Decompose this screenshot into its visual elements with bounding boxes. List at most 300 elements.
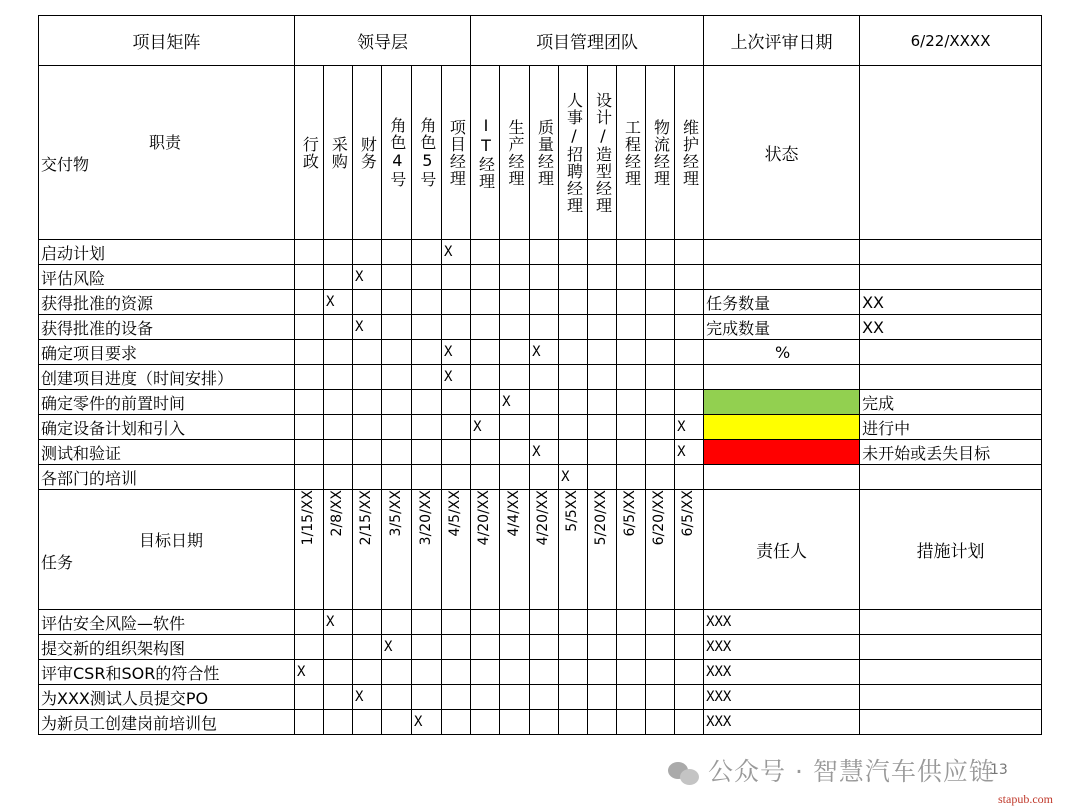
task-owner: XXX xyxy=(704,710,860,735)
matrix-cell xyxy=(559,315,588,340)
role-header-label: 生产经理 xyxy=(505,118,525,187)
matrix-cell xyxy=(442,660,471,685)
target-date-header xyxy=(617,490,646,610)
status-note-header xyxy=(860,66,1042,240)
matrix-cell xyxy=(295,610,324,635)
status-color-swatch xyxy=(704,440,860,465)
deliverable-label: 评估风险 xyxy=(39,265,295,290)
matrix-cell xyxy=(559,265,588,290)
matrix-cell xyxy=(588,685,617,710)
matrix-cell: X xyxy=(442,340,471,365)
target-date-header xyxy=(471,490,500,610)
matrix-cell xyxy=(412,315,442,340)
matrix-cell xyxy=(471,685,500,710)
matrix-cell xyxy=(588,390,617,415)
matrix-cell xyxy=(588,610,617,635)
task-action-plan xyxy=(860,710,1042,735)
matrix-cell xyxy=(412,465,442,490)
target-date-label: 4/20/XX xyxy=(476,490,493,546)
role-header xyxy=(500,66,530,240)
matrix-cell xyxy=(675,365,704,390)
matrix-cell xyxy=(500,415,530,440)
matrix-cell xyxy=(617,465,646,490)
matrix-cell xyxy=(646,465,675,490)
matrix-cell xyxy=(500,290,530,315)
matrix-cell xyxy=(353,635,382,660)
target-date-header xyxy=(412,490,442,610)
target-date-label: 6/5/XX xyxy=(622,490,639,537)
matrix-title: 项目矩阵 xyxy=(39,16,295,66)
deliverable-row xyxy=(39,265,1042,290)
matrix-cell xyxy=(500,440,530,465)
matrix-cell xyxy=(324,390,353,415)
matrix-cell xyxy=(646,365,675,390)
target-date-label: 6/20/XX xyxy=(651,490,668,546)
matrix-cell xyxy=(559,685,588,710)
matrix-cell xyxy=(559,610,588,635)
status-cell: 完成数量 xyxy=(704,315,860,340)
matrix-cell xyxy=(588,710,617,735)
matrix-cell xyxy=(295,415,324,440)
role-header-label: 质量经理 xyxy=(535,118,555,187)
matrix-cell xyxy=(324,265,353,290)
matrix-cell xyxy=(353,610,382,635)
matrix-cell xyxy=(353,240,382,265)
matrix-cell xyxy=(324,440,353,465)
matrix-cell xyxy=(295,290,324,315)
role-header-label: IT经理 xyxy=(476,115,496,190)
matrix-cell: X xyxy=(530,340,559,365)
task-owner: XXX xyxy=(704,610,860,635)
matrix-cell xyxy=(382,365,412,390)
task-owner: XXX xyxy=(704,685,860,710)
task-label: 提交新的组织架构图 xyxy=(39,635,295,660)
matrix-cell xyxy=(588,290,617,315)
matrix-cell xyxy=(617,710,646,735)
deliverable-row xyxy=(39,390,1042,415)
matrix-cell xyxy=(500,465,530,490)
matrix-cell xyxy=(530,415,559,440)
status-cell xyxy=(704,365,860,390)
status-cell xyxy=(704,240,860,265)
role-header xyxy=(471,66,500,240)
matrix-cell xyxy=(353,710,382,735)
matrix-cell xyxy=(588,465,617,490)
matrix-cell xyxy=(324,315,353,340)
matrix-cell xyxy=(471,610,500,635)
status-note xyxy=(860,265,1042,290)
matrix-cell xyxy=(412,440,442,465)
matrix-cell xyxy=(500,710,530,735)
task-row xyxy=(39,635,1042,660)
matrix-cell xyxy=(324,710,353,735)
matrix-cell xyxy=(412,365,442,390)
matrix-cell xyxy=(675,290,704,315)
status-note: XX xyxy=(860,290,1042,315)
task-action-plan xyxy=(860,610,1042,635)
matrix-cell xyxy=(646,390,675,415)
role-header-label: 角色4号 xyxy=(387,117,407,188)
matrix-cell xyxy=(675,240,704,265)
matrix-cell xyxy=(382,240,412,265)
matrix-cell xyxy=(559,415,588,440)
matrix-cell xyxy=(559,635,588,660)
matrix-cell: X xyxy=(442,240,471,265)
matrix-cell xyxy=(412,290,442,315)
matrix-cell xyxy=(324,415,353,440)
responsibility-deliverable-cell xyxy=(39,66,295,240)
matrix-cell xyxy=(588,415,617,440)
task-label: 评估安全风险—软件 xyxy=(39,610,295,635)
matrix-cell xyxy=(382,685,412,710)
target-date-header xyxy=(588,490,617,610)
matrix-cell xyxy=(295,685,324,710)
status-note: 未开始或丢失目标 xyxy=(860,440,1042,465)
matrix-cell xyxy=(471,240,500,265)
status-note: 完成 xyxy=(860,390,1042,415)
role-header xyxy=(412,66,442,240)
status-cell: % xyxy=(704,340,860,365)
matrix-cell xyxy=(530,390,559,415)
matrix-cell xyxy=(324,365,353,390)
watermark xyxy=(668,752,995,788)
role-header-label: 工程经理 xyxy=(622,118,642,187)
status-color-swatch xyxy=(704,390,860,415)
matrix-cell xyxy=(295,240,324,265)
matrix-cell xyxy=(559,290,588,315)
matrix-cell xyxy=(530,610,559,635)
task-row xyxy=(39,710,1042,735)
target-date-header xyxy=(382,490,412,610)
matrix-cell xyxy=(530,660,559,685)
wechat-icon xyxy=(668,760,700,786)
matrix-cell xyxy=(382,265,412,290)
matrix-cell: X xyxy=(471,415,500,440)
matrix-cell xyxy=(617,610,646,635)
site-watermark: stapub.com xyxy=(998,792,1053,806)
watermark-text: 公众号 · 智慧汽车供应链 xyxy=(708,757,995,786)
matrix-cell xyxy=(471,365,500,390)
matrix-cell: X xyxy=(353,265,382,290)
matrix-cell xyxy=(646,660,675,685)
matrix-cell xyxy=(295,365,324,390)
matrix-cell xyxy=(412,685,442,710)
target-date-header xyxy=(675,490,704,610)
matrix-cell xyxy=(382,660,412,685)
matrix-cell xyxy=(617,390,646,415)
deliverable-row xyxy=(39,365,1042,390)
matrix-cell xyxy=(412,610,442,635)
owner-label: 责任人 xyxy=(704,490,860,610)
deliverable-label: 确定零件的前置时间 xyxy=(39,390,295,415)
status-note xyxy=(860,340,1042,365)
target-date-label: 1/15/XX xyxy=(300,490,317,546)
status-color-swatch xyxy=(704,415,860,440)
role-header-label: 项目经理 xyxy=(447,118,467,187)
matrix-cell xyxy=(382,340,412,365)
task-label: 为XXX测试人员提交PO xyxy=(39,685,295,710)
target-date-label: 2/15/XX xyxy=(358,490,375,546)
matrix-cell xyxy=(295,465,324,490)
matrix-cell xyxy=(500,340,530,365)
matrix-cell xyxy=(442,265,471,290)
matrix-cell xyxy=(646,415,675,440)
matrix-cell xyxy=(471,315,500,340)
matrix-cell xyxy=(500,265,530,290)
matrix-cell xyxy=(617,240,646,265)
matrix-cell xyxy=(500,315,530,340)
target-date-label: 5/20/XX xyxy=(593,490,610,546)
matrix-cell: X xyxy=(295,660,324,685)
matrix-cell xyxy=(442,390,471,415)
matrix-cell xyxy=(588,660,617,685)
target-date-label: 5/5XX xyxy=(564,490,581,532)
deliverable-row xyxy=(39,290,1042,315)
page-number: 13 xyxy=(990,762,1008,778)
status-note: XX xyxy=(860,315,1042,340)
matrix-cell xyxy=(675,390,704,415)
role-header xyxy=(675,66,704,240)
matrix-cell xyxy=(442,685,471,710)
matrix-cell: X xyxy=(353,685,382,710)
matrix-cell xyxy=(530,685,559,710)
matrix-cell xyxy=(675,610,704,635)
matrix-cell xyxy=(442,415,471,440)
matrix-cell xyxy=(324,240,353,265)
matrix-cell xyxy=(617,290,646,315)
matrix-cell xyxy=(295,710,324,735)
target-dates-row xyxy=(39,490,1042,610)
matrix-cell xyxy=(559,365,588,390)
target-date-task-cell xyxy=(39,490,295,610)
matrix-cell xyxy=(324,685,353,710)
matrix-cell xyxy=(295,635,324,660)
role-header xyxy=(382,66,412,240)
matrix-cell xyxy=(500,610,530,635)
role-header xyxy=(617,66,646,240)
matrix-cell xyxy=(617,440,646,465)
matrix-cell xyxy=(471,635,500,660)
status-note: 进行中 xyxy=(860,415,1042,440)
matrix-cell xyxy=(382,610,412,635)
matrix-cell xyxy=(588,635,617,660)
matrix-cell xyxy=(588,265,617,290)
matrix-cell xyxy=(588,240,617,265)
role-header xyxy=(530,66,559,240)
matrix-cell xyxy=(530,465,559,490)
matrix-cell xyxy=(295,265,324,290)
role-header-label: 财务 xyxy=(358,135,378,170)
responsibility-heading: 职责 xyxy=(149,133,182,152)
matrix-cell xyxy=(530,290,559,315)
role-header-label: 维护经理 xyxy=(680,118,700,187)
matrix-cell xyxy=(353,290,382,315)
target-date-label: 4/5/XX xyxy=(447,490,464,537)
role-header-label: 设计/造型经理 xyxy=(593,91,613,214)
matrix-cell xyxy=(295,315,324,340)
matrix-cell xyxy=(412,415,442,440)
matrix-cell xyxy=(617,660,646,685)
matrix-cell xyxy=(471,660,500,685)
target-date-header xyxy=(500,490,530,610)
target-date-header xyxy=(530,490,559,610)
matrix-cell xyxy=(617,635,646,660)
matrix-cell xyxy=(500,365,530,390)
target-date-label: 4/20/XX xyxy=(535,490,552,546)
matrix-cell xyxy=(530,635,559,660)
target-date-header xyxy=(559,490,588,610)
matrix-cell xyxy=(559,440,588,465)
matrix-cell xyxy=(353,465,382,490)
deliverable-row xyxy=(39,415,1042,440)
matrix-cell: X xyxy=(382,635,412,660)
deliverable-label: 测试和验证 xyxy=(39,440,295,465)
roles-row xyxy=(39,66,1042,240)
header-row xyxy=(39,16,1042,66)
matrix-cell xyxy=(382,290,412,315)
matrix-cell xyxy=(353,440,382,465)
matrix-cell xyxy=(646,290,675,315)
matrix-cell xyxy=(559,710,588,735)
matrix-cell xyxy=(353,365,382,390)
matrix-cell xyxy=(471,290,500,315)
matrix-cell xyxy=(382,440,412,465)
target-date-heading: 目标日期 xyxy=(139,531,204,550)
matrix-cell: X xyxy=(442,365,471,390)
matrix-cell xyxy=(675,635,704,660)
deliverable-label: 确定项目要求 xyxy=(39,340,295,365)
matrix-cell xyxy=(353,390,382,415)
matrix-cell xyxy=(500,635,530,660)
role-header-label: 采购 xyxy=(329,135,349,170)
matrix-cell xyxy=(675,710,704,735)
matrix-cell xyxy=(412,635,442,660)
deliverable-row xyxy=(39,340,1042,365)
matrix-cell xyxy=(382,315,412,340)
matrix-cell xyxy=(382,415,412,440)
role-header xyxy=(324,66,353,240)
matrix-cell xyxy=(588,440,617,465)
matrix-cell xyxy=(442,315,471,340)
matrix-cell xyxy=(675,660,704,685)
matrix-cell xyxy=(646,610,675,635)
deliverable-label: 各部门的培训 xyxy=(39,465,295,490)
group-project-team: 项目管理团队 xyxy=(471,16,704,66)
matrix-cell xyxy=(442,290,471,315)
deliverable-label: 确定设备计划和引入 xyxy=(39,415,295,440)
matrix-cell xyxy=(442,465,471,490)
role-header-label: 行政 xyxy=(300,135,320,170)
matrix-cell xyxy=(530,315,559,340)
responsibility-matrix-table xyxy=(38,15,1042,735)
matrix-cell: X xyxy=(530,440,559,465)
matrix-cell xyxy=(324,465,353,490)
task-action-plan xyxy=(860,635,1042,660)
task-action-plan xyxy=(860,685,1042,710)
role-header-label: 人事/招聘经理 xyxy=(564,91,584,214)
matrix-cell xyxy=(559,390,588,415)
matrix-cell xyxy=(559,660,588,685)
status-note xyxy=(860,365,1042,390)
task-label: 为新员工创建岗前培训包 xyxy=(39,710,295,735)
matrix-cell: X xyxy=(324,610,353,635)
matrix-cell xyxy=(471,265,500,290)
matrix-cell xyxy=(646,265,675,290)
deliverable-label: 创建项目进度（时间安排） xyxy=(39,365,295,390)
status-cell: 任务数量 xyxy=(704,290,860,315)
matrix-cell xyxy=(675,265,704,290)
matrix-cell xyxy=(442,710,471,735)
matrix-cell xyxy=(412,340,442,365)
matrix-cell xyxy=(382,390,412,415)
matrix-cell xyxy=(530,365,559,390)
matrix-cell: X xyxy=(412,710,442,735)
role-header xyxy=(559,66,588,240)
matrix-cell xyxy=(646,635,675,660)
role-header-label: 角色5号 xyxy=(417,117,437,188)
matrix-cell xyxy=(442,635,471,660)
matrix-cell xyxy=(353,340,382,365)
status-note xyxy=(860,465,1042,490)
matrix-cell xyxy=(617,415,646,440)
matrix-cell xyxy=(295,390,324,415)
matrix-cell xyxy=(617,340,646,365)
task-row xyxy=(39,660,1042,685)
matrix-cell: X xyxy=(675,415,704,440)
matrix-cell xyxy=(617,365,646,390)
matrix-cell: X xyxy=(675,440,704,465)
matrix-cell xyxy=(530,710,559,735)
matrix-cell xyxy=(646,440,675,465)
task-heading: 任务 xyxy=(41,553,74,572)
deliverable-heading: 交付物 xyxy=(41,155,90,174)
role-header-label: 物流经理 xyxy=(651,118,671,187)
target-date-header xyxy=(295,490,324,610)
target-date-header xyxy=(442,490,471,610)
task-row xyxy=(39,610,1042,635)
deliverable-label: 启动计划 xyxy=(39,240,295,265)
group-leadership: 领导层 xyxy=(295,16,471,66)
matrix-cell xyxy=(353,660,382,685)
matrix-cell xyxy=(324,340,353,365)
task-owner: XXX xyxy=(704,635,860,660)
matrix-cell xyxy=(646,685,675,710)
target-date-header xyxy=(646,490,675,610)
matrix-cell xyxy=(588,340,617,365)
matrix-cell xyxy=(471,340,500,365)
target-date-label: 2/8/XX xyxy=(329,490,346,537)
status-note xyxy=(860,240,1042,265)
matrix-cell xyxy=(500,685,530,710)
role-header xyxy=(442,66,471,240)
task-label: 评审CSR和SOR的符合性 xyxy=(39,660,295,685)
matrix-cell: X xyxy=(353,315,382,340)
matrix-cell xyxy=(559,340,588,365)
task-action-plan xyxy=(860,660,1042,685)
matrix-cell xyxy=(442,440,471,465)
matrix-cell xyxy=(442,610,471,635)
matrix-cell: X xyxy=(500,390,530,415)
matrix-cell xyxy=(646,710,675,735)
matrix-cell xyxy=(324,635,353,660)
matrix-cell xyxy=(353,415,382,440)
matrix-cell xyxy=(471,465,500,490)
matrix-cell xyxy=(675,315,704,340)
matrix-cell xyxy=(617,685,646,710)
matrix-cell xyxy=(530,240,559,265)
target-date-header xyxy=(353,490,382,610)
matrix-cell xyxy=(617,265,646,290)
